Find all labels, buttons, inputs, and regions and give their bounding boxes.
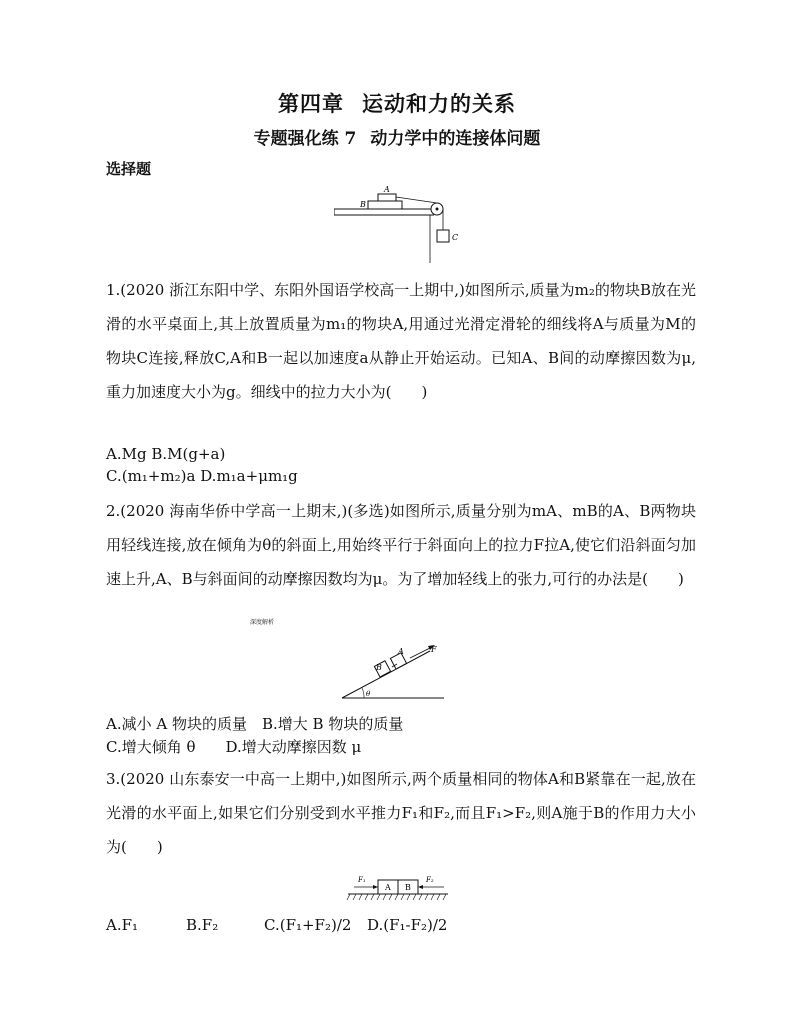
- label-f1: F₁: [358, 876, 366, 884]
- label-a: A: [385, 883, 391, 892]
- q1-options-row2: [106, 466, 298, 486]
- q3-figure: [346, 872, 450, 902]
- q2-option-a: A.减小 A 物块的质量: [106, 715, 247, 733]
- q1-option-b: B.M(g+a): [151, 445, 226, 463]
- chapter-subtitle: 运动和力的关系: [362, 91, 516, 116]
- q1-text: 1.(2020 浙江东阳中学、东阳外国语学校高一上期中,)如图所示,质量为m₂的物块B放在光滑的水平桌面上,其上放置质量为m₁的物块A,用通过光滑定滑轮的细线将A与质量为M的物块C连接,释放C,A和B一起以加速度a从静止开始运动。已知A、B间的动摩擦因数为μ,重力加速度大小为g。细线中的拉力大小为( ): [106, 281, 696, 401]
- section-heading: 选择题: [106, 160, 152, 178]
- q1-figure: [334, 183, 464, 263]
- q3-option-a: A.F₁: [106, 916, 139, 934]
- q2-option-b: B.增大 B 物块的质量: [262, 715, 404, 733]
- chapter-heading: [0, 88, 794, 118]
- q2-text: 2.(2020 海南华侨中学高一上期末,)(多选)如图所示,质量分别为mA、mB的A、B两物块用轻线连接,放在倾角为θ的斜面上,用始终平行于斜面向上的拉力F拉A,使它们沿斜面匀加速上升,A、B与斜面间的动摩擦因数均为μ。为了增加轻线上的张力,可行的办法是( ): [106, 502, 696, 588]
- label-theta: θ: [366, 690, 371, 698]
- topic-prefix: 专题强化练 7: [253, 129, 357, 149]
- q1-option-a: A.Mg: [106, 445, 147, 463]
- label-a: A: [398, 647, 404, 656]
- q2-options-row2: [106, 737, 361, 757]
- q1-options-row1: [106, 444, 225, 464]
- label-c: C: [452, 233, 459, 242]
- topic-heading: [0, 124, 794, 149]
- q2-figure: [340, 643, 450, 701]
- block-a: [378, 194, 396, 201]
- q2-options-row1: [106, 714, 403, 734]
- topic-title: 动力学中的连接体问题: [370, 129, 541, 149]
- label-f: F: [431, 645, 437, 654]
- q2-option-c: C.增大倾角 θ: [106, 738, 196, 756]
- q3-option-b: B.F₂: [186, 916, 219, 934]
- q1-option-d: D.m₁a+μm₁g: [200, 467, 298, 485]
- q3-option-c: C.(F₁+F₂)/2: [264, 916, 352, 934]
- block-b: [368, 201, 402, 209]
- label-b: B: [360, 200, 366, 209]
- q3-option-d: D.(F₁-F₂)/2: [367, 916, 448, 934]
- q1-option-c: C.(m₁+m₂)a: [106, 467, 196, 485]
- q2-note: 深度解析: [250, 619, 275, 626]
- block-c: [437, 230, 449, 242]
- label-f2: F₂: [426, 876, 434, 884]
- q2-option-d: D.增大动摩擦因数 μ: [225, 738, 362, 756]
- label-a: A: [384, 185, 390, 194]
- q3-text: 3.(2020 山东泰安一中高一上期中,)如图所示,两个质量相同的物体A和B紧靠在一起,放在光滑的水平面上,如果它们分别受到水平推力F₁和F₂,而且F₁>F₂,则A施于B的作用力大小为( ): [106, 770, 696, 856]
- label-b: B: [376, 663, 382, 672]
- label-b: B: [405, 883, 411, 892]
- chapter-title: 第四章: [278, 91, 344, 116]
